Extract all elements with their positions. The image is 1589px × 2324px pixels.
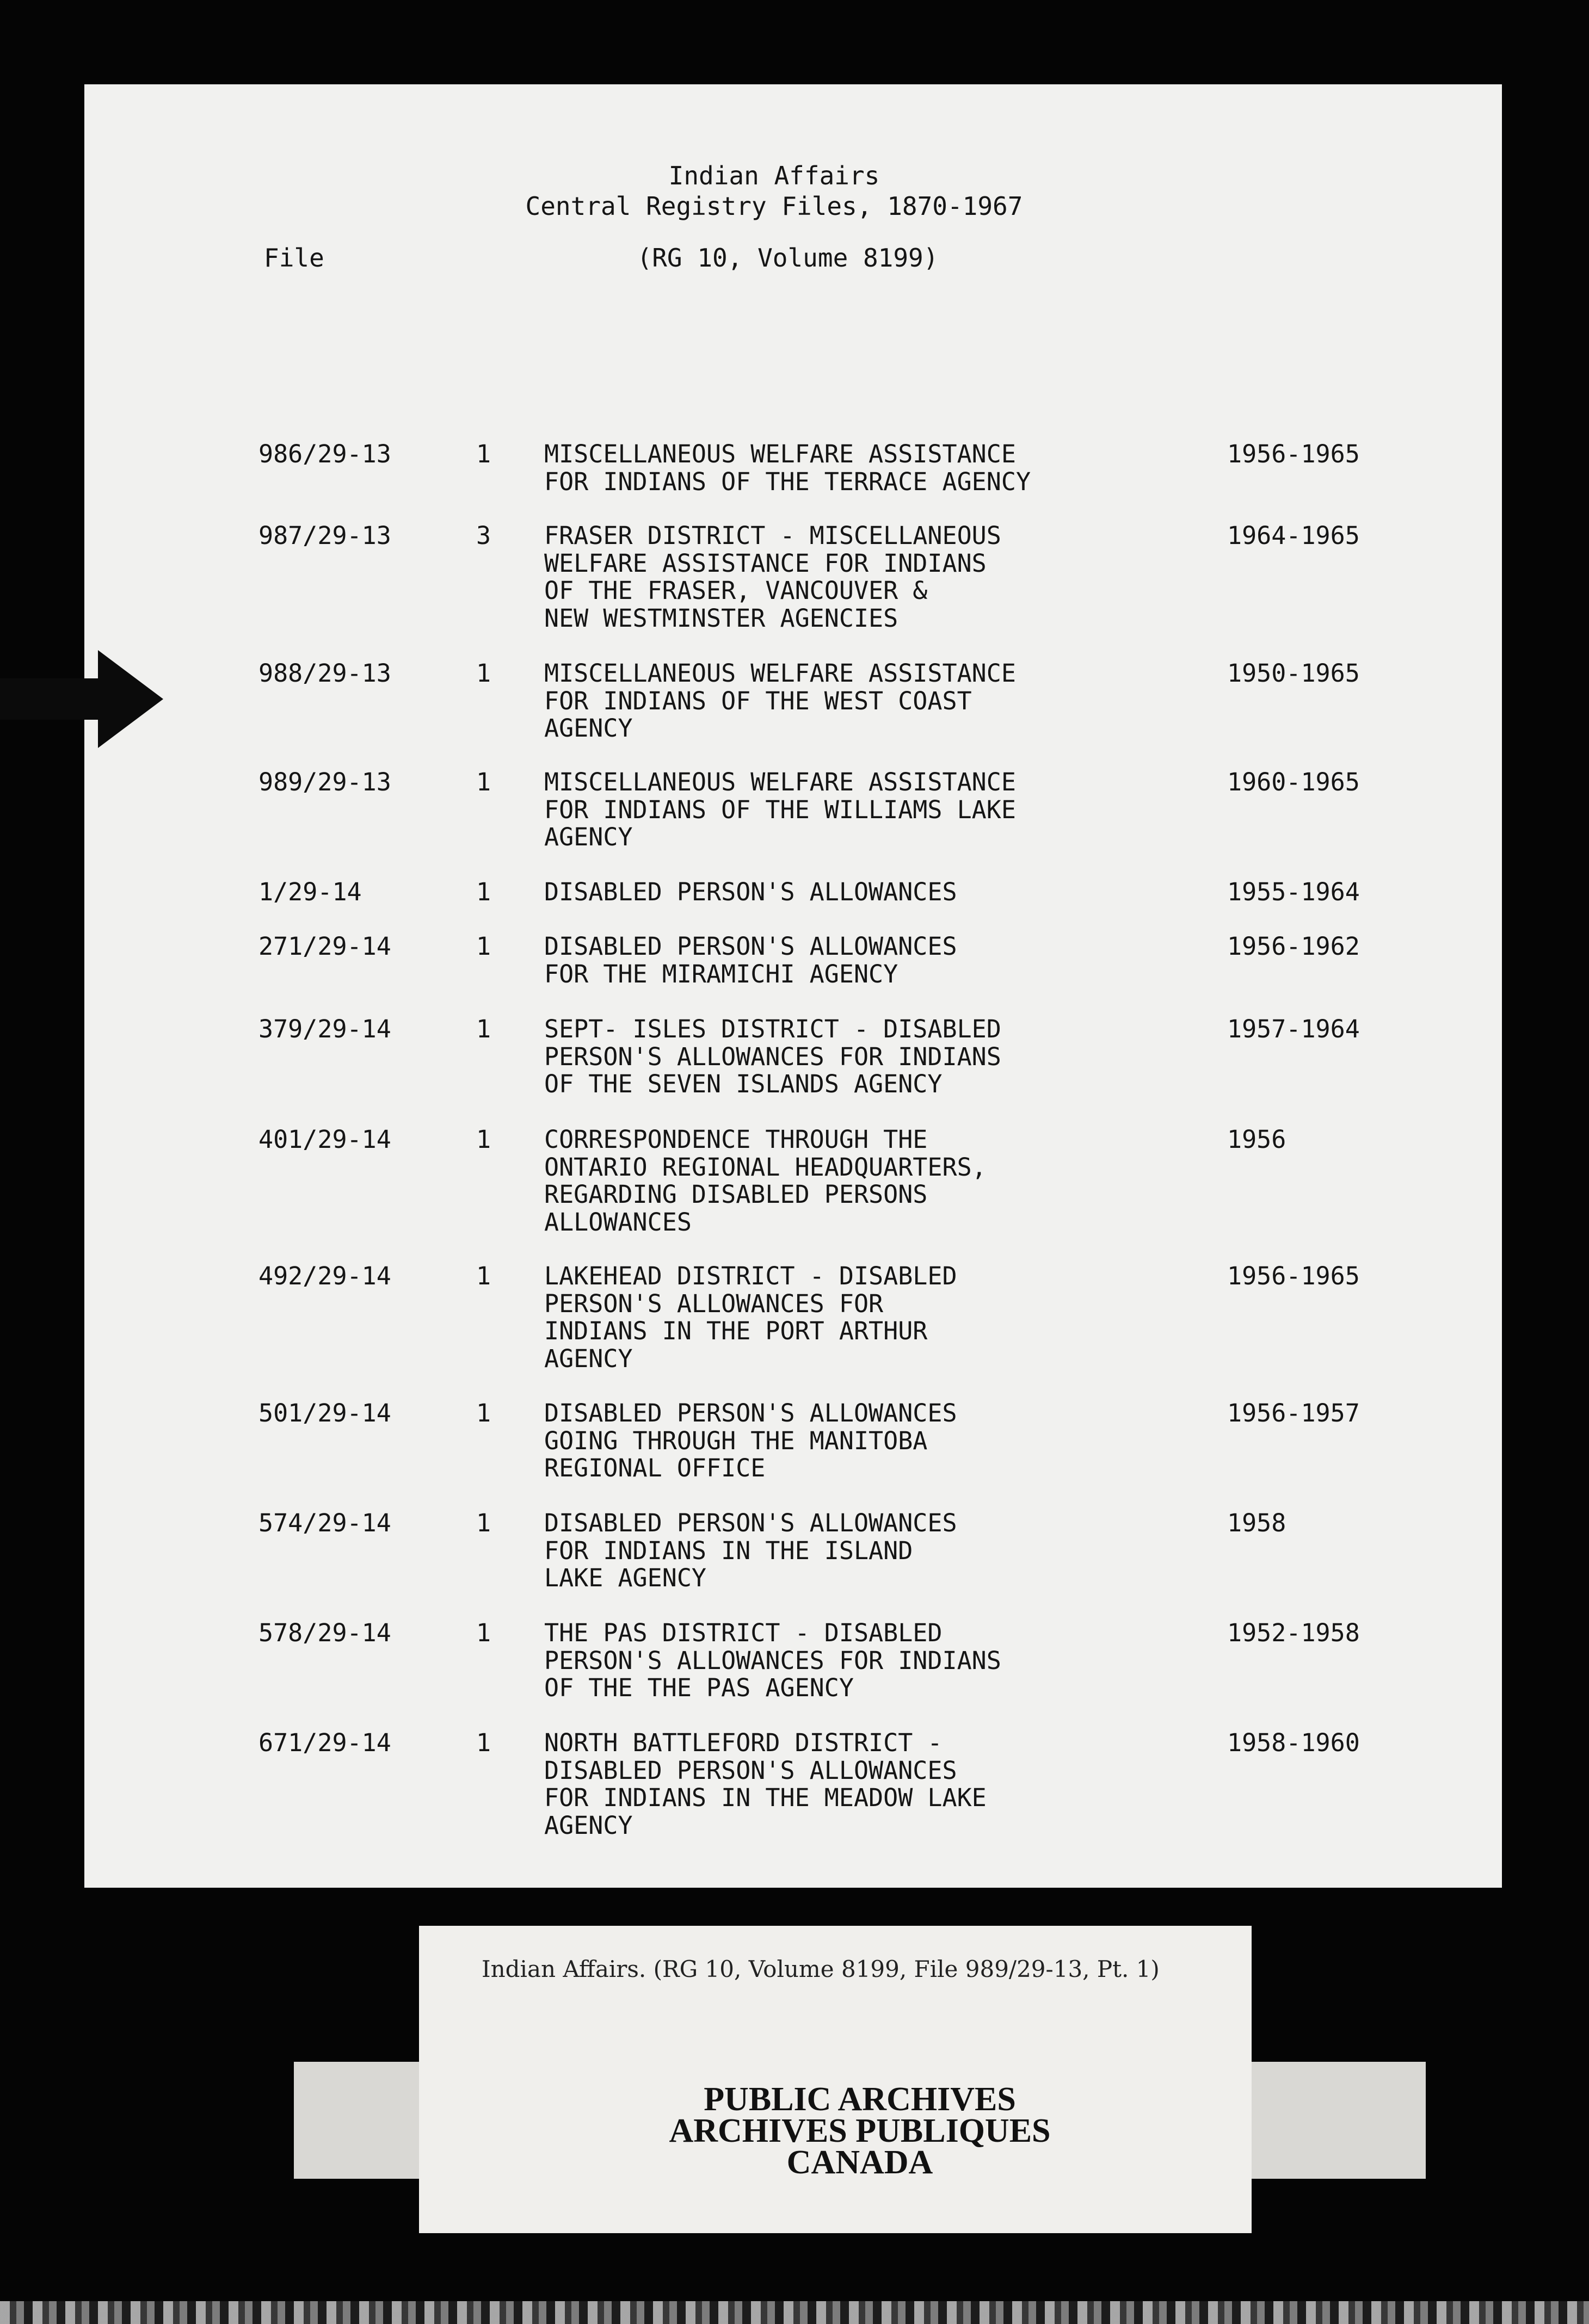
date-range: 1957-1964 xyxy=(1227,1015,1360,1043)
date-range: 1956 xyxy=(1227,1125,1286,1154)
part-number: 1 xyxy=(476,1509,491,1537)
date-range: 1958 xyxy=(1227,1509,1286,1537)
file-description: THE PAS DISTRICT - DISABLED PERSON'S ALLOWANCES FOR INDIANS OF THE THE PAS AGENCY xyxy=(544,1618,1001,1702)
part-number: 1 xyxy=(476,877,491,906)
file-number: 574/29-14 xyxy=(258,1509,391,1537)
stamp-line-1: PUBLIC ARCHIVES xyxy=(704,2081,1016,2118)
file-number: 988/29-13 xyxy=(258,659,391,688)
part-number: 1 xyxy=(476,1728,491,1757)
archives-stamp xyxy=(599,2081,1121,2181)
date-range: 1960-1965 xyxy=(1227,768,1360,796)
file-column-label: File xyxy=(264,243,324,273)
date-range: 1950-1965 xyxy=(1227,659,1360,688)
part-number: 1 xyxy=(476,768,491,796)
file-description: MISCELLANEOUS WELFARE ASSISTANCE FOR INDIANS OF THE WILLIAMS LAKE AGENCY xyxy=(544,768,1016,851)
date-range: 1958-1960 xyxy=(1227,1728,1360,1757)
file-number: 1/29-14 xyxy=(258,877,362,906)
file-description: SEPT- ISLES DISTRICT - DISABLED PERSON'S ALLOWANCES FOR INDIANS OF THE SEVEN ISLANDS AGENCY xyxy=(544,1015,1001,1098)
date-range: 1956-1965 xyxy=(1227,1262,1360,1290)
file-description: MISCELLANEOUS WELFARE ASSISTANCE FOR INDIANS OF THE TERRACE AGENCY xyxy=(544,440,1031,496)
document-page xyxy=(84,84,1502,1888)
date-range: 1956-1962 xyxy=(1227,932,1360,961)
date-range: 1952-1958 xyxy=(1227,1618,1360,1647)
file-list xyxy=(84,84,1502,1888)
file-number: 379/29-14 xyxy=(258,1015,391,1043)
file-number: 987/29-13 xyxy=(258,521,391,550)
volume-label: (RG 10, Volume 8199) xyxy=(637,243,939,273)
stamp-line-3: CANADA xyxy=(786,2144,933,2181)
date-range: 1964-1965 xyxy=(1227,521,1360,550)
file-description: FRASER DISTRICT - MISCELLANEOUS WELFARE ASSISTANCE FOR INDIANS OF THE FRASER, VANCOUVER & NEW WESTMINSTER AGENCIES xyxy=(544,521,1001,633)
stamp-line-2: ARCHIVES PUBLIQUES xyxy=(669,2112,1051,2149)
file-description: DISABLED PERSON'S ALLOWANCES FOR INDIANS IN THE ISLAND LAKE AGENCY xyxy=(544,1509,957,1592)
citation-text: Indian Affairs. (RG 10, Volume 8199, File 989/29-13, Pt. 1) xyxy=(482,1956,1160,1982)
file-number: 492/29-14 xyxy=(258,1262,391,1290)
arrow-right-icon xyxy=(0,650,163,748)
file-number: 271/29-14 xyxy=(258,932,391,961)
part-number: 1 xyxy=(476,1125,491,1154)
date-range: 1956-1965 xyxy=(1227,440,1360,468)
file-number: 671/29-14 xyxy=(258,1728,391,1757)
file-number: 401/29-14 xyxy=(258,1125,391,1154)
file-description: CORRESPONDENCE THROUGH THE ONTARIO REGIONAL HEADQUARTERS, REGARDING DISABLED PERSONS ALLOWANCES xyxy=(544,1125,987,1237)
header-line-1: Indian Affairs xyxy=(668,161,880,190)
part-number: 1 xyxy=(476,1618,491,1647)
part-number: 1 xyxy=(476,932,491,961)
file-description: NORTH BATTLEFORD DISTRICT - DISABLED PERSON'S ALLOWANCES FOR INDIANS IN THE MEADOW LAKE AGENCY xyxy=(544,1728,987,1840)
file-description: DISABLED PERSON'S ALLOWANCES GOING THROUGH THE MANITOBA REGIONAL OFFICE xyxy=(544,1399,957,1482)
part-number: 1 xyxy=(476,1399,491,1427)
file-description: DISABLED PERSON'S ALLOWANCES xyxy=(544,877,957,906)
file-description: MISCELLANEOUS WELFARE ASSISTANCE FOR INDIANS OF THE WEST COAST AGENCY xyxy=(544,659,1016,743)
part-number: 1 xyxy=(476,659,491,688)
header-line-2: Central Registry Files, 1870-1967 xyxy=(525,191,1023,221)
film-edge-strip xyxy=(0,2301,1589,2324)
file-description: LAKEHEAD DISTRICT - DISABLED PERSON'S ALLOWANCES FOR INDIANS IN THE PORT ARTHUR AGENCY xyxy=(544,1262,957,1373)
date-range: 1956-1957 xyxy=(1227,1399,1360,1427)
file-description: DISABLED PERSON'S ALLOWANCES FOR THE MIRAMICHI AGENCY xyxy=(544,932,957,988)
part-number: 1 xyxy=(476,1262,491,1290)
file-number: 578/29-14 xyxy=(258,1618,391,1647)
archive-label-card xyxy=(419,1926,1252,2233)
part-number: 1 xyxy=(476,1015,491,1043)
file-number: 501/29-14 xyxy=(258,1399,391,1427)
file-number: 989/29-13 xyxy=(258,768,391,796)
part-number: 3 xyxy=(476,521,491,550)
date-range: 1955-1964 xyxy=(1227,877,1360,906)
part-number: 1 xyxy=(476,440,491,468)
file-number: 986/29-13 xyxy=(258,440,391,468)
